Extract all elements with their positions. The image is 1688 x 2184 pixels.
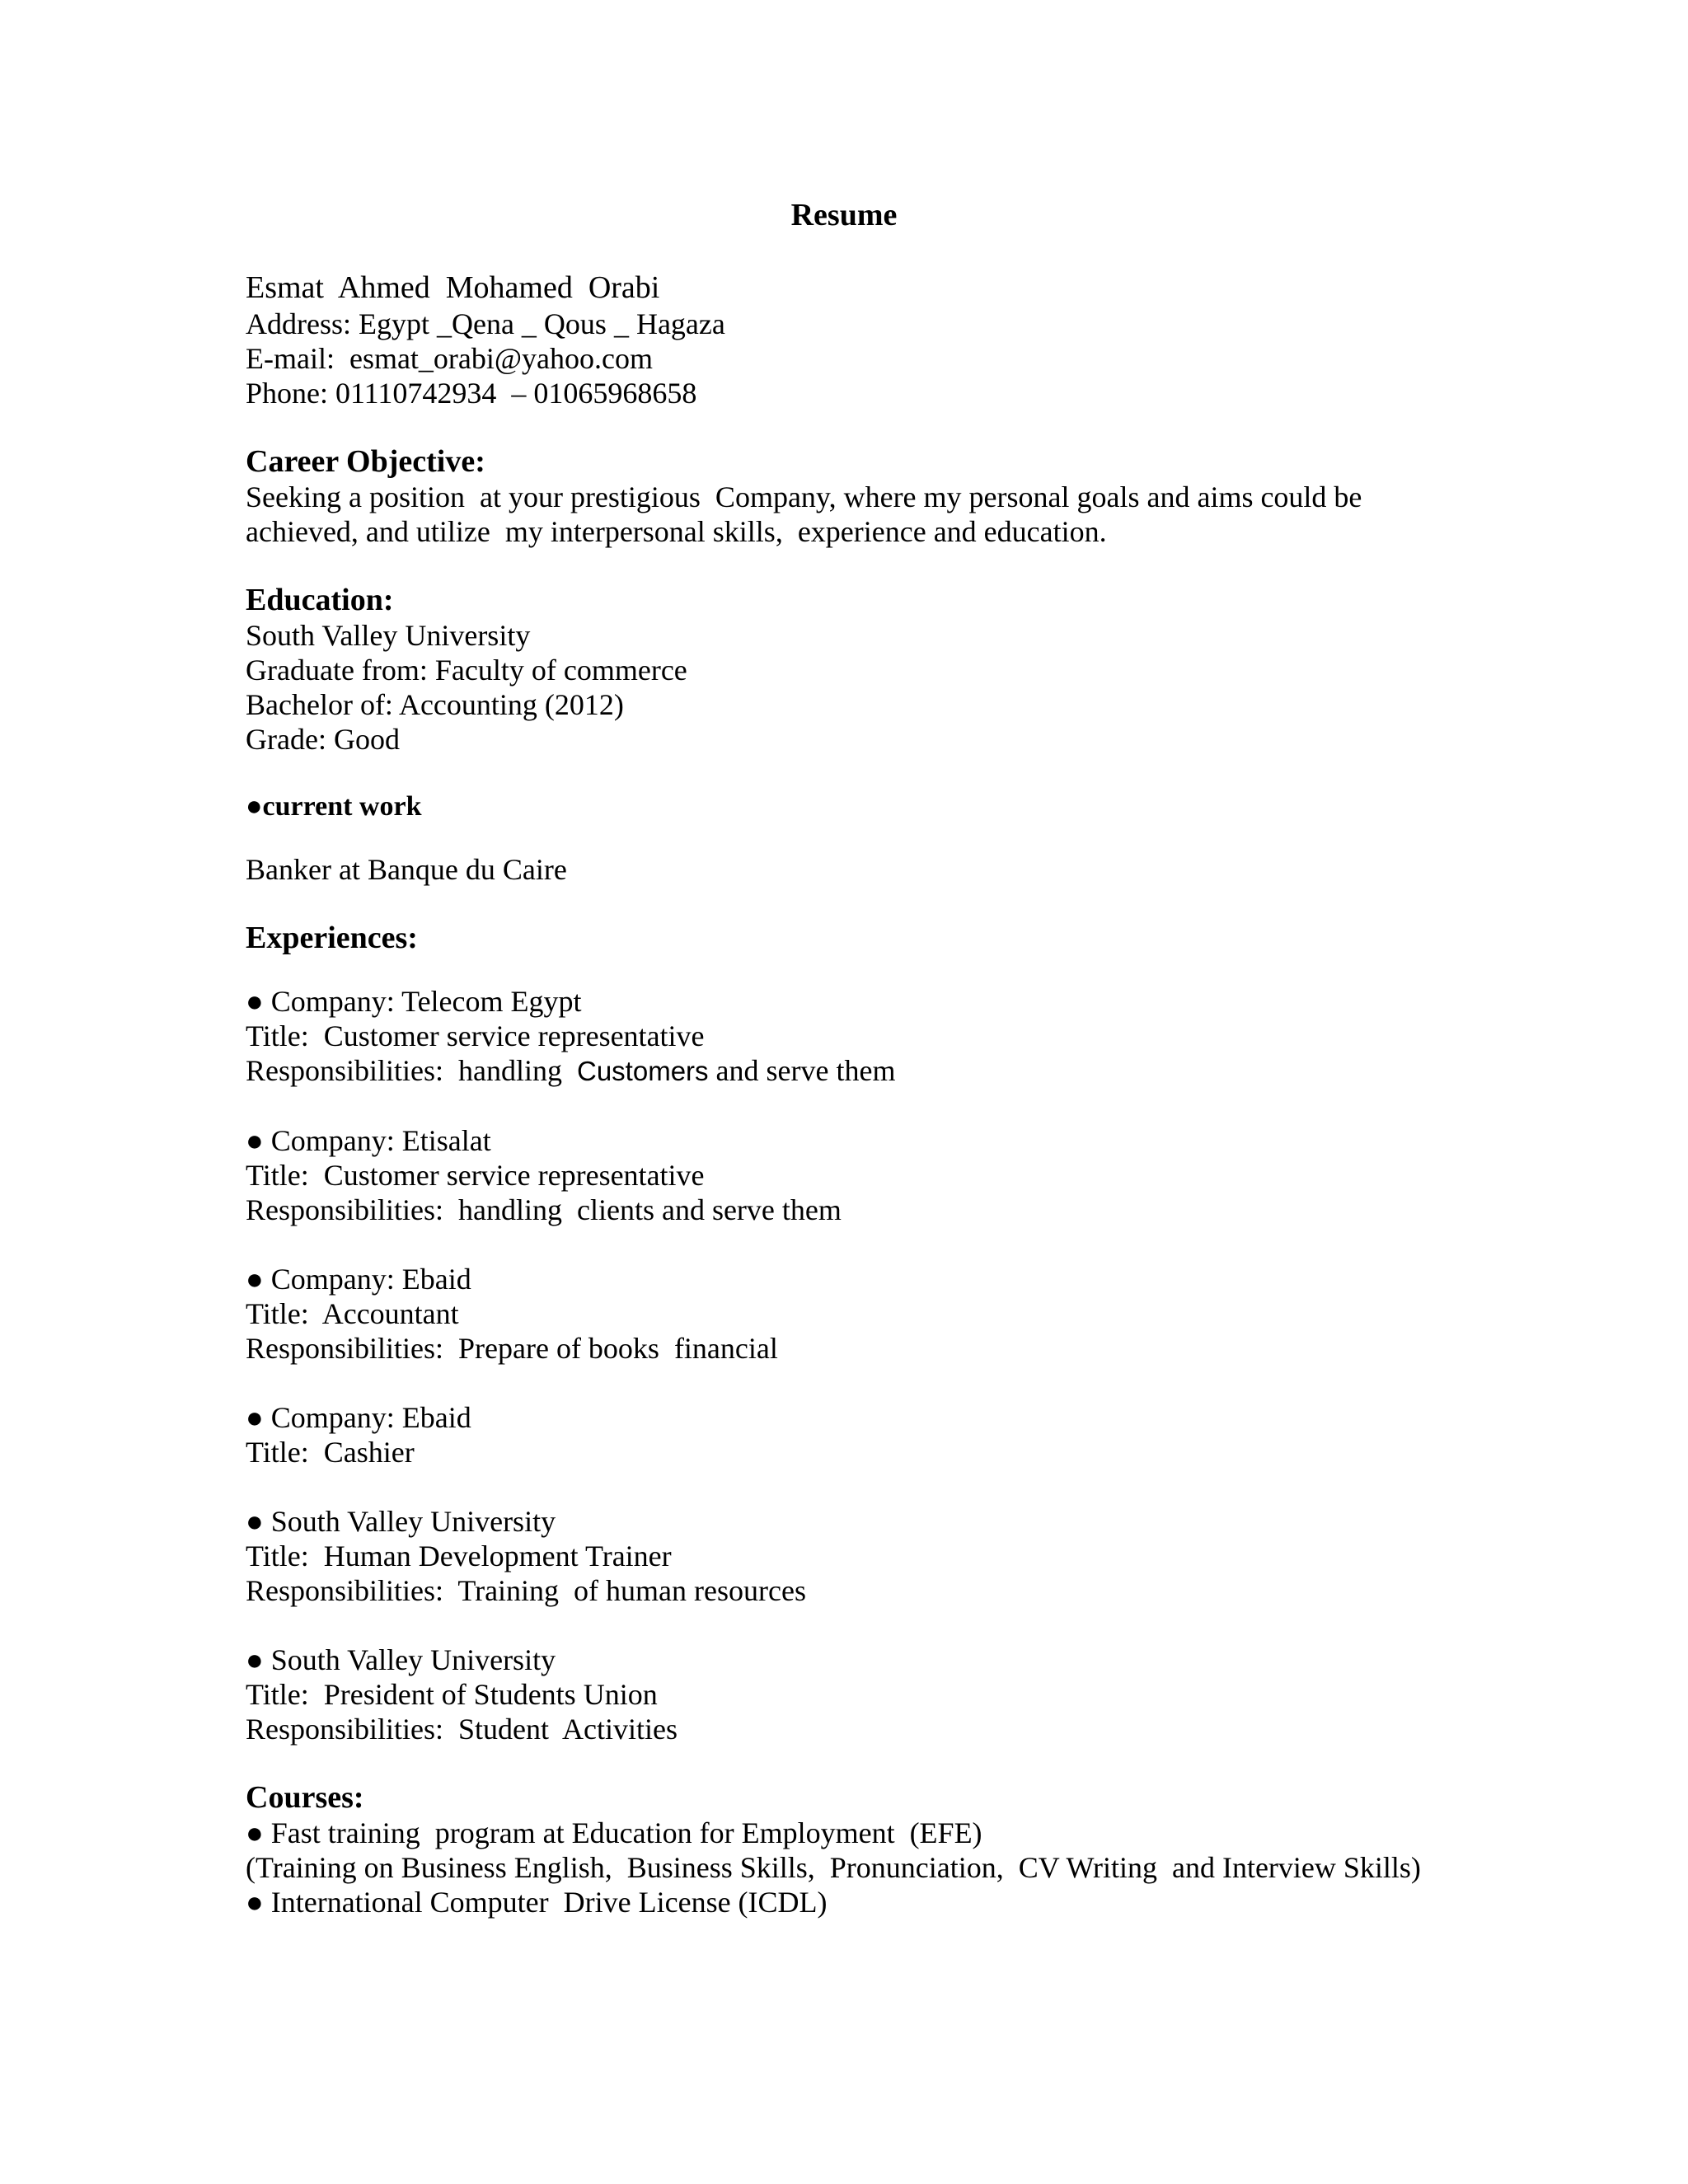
education-heading: Education: [246, 583, 394, 617]
course-line: ● Fast training program at Education for Employment (EFE) [246, 1816, 982, 1849]
experience-item [246, 984, 1531, 1089]
experience-responsibilities: Responsibilities: Student Activities [246, 1713, 678, 1746]
course-line: (Training on Business English, Business Skills, Pronunciation, CV Writing and Interview Skills) [246, 1851, 1421, 1884]
experience-responsibilities: Responsibilities: handling clients and serve them [246, 1193, 842, 1226]
education-line: Grade: Good [246, 723, 400, 756]
experiences-heading: Experiences: [246, 921, 418, 955]
experience-responsibilities: Responsibilities: Training of human resources [246, 1574, 806, 1607]
experience-company: ● Company: Etisalat [246, 1124, 491, 1157]
experience-item [246, 1262, 1531, 1366]
resume-content [246, 269, 1531, 1919]
experience-title: Title: Customer service representative [246, 1159, 705, 1192]
experience-title: Title: Accountant [246, 1297, 459, 1330]
career-objective-line: achieved, and utilize my interpersonal skills, experience and education. [246, 515, 1107, 548]
experience-title: Title: Human Development Trainer [246, 1540, 672, 1572]
current-work-heading: ●current work [246, 791, 422, 822]
experience-responsibilities: Responsibilities: Prepare of books financial [246, 1332, 778, 1365]
responsibilities-sans-word: Customers [577, 1056, 709, 1086]
experience-company: ● Company: Ebaid [246, 1401, 471, 1434]
experience-company: ● South Valley University [246, 1643, 556, 1676]
course-line: ● International Computer Drive License (ICDL) [246, 1886, 828, 1919]
current-work-text: Banker at Banque du Caire [246, 853, 567, 886]
experience-responsibilities [246, 1053, 1531, 1089]
career-objective-heading: Career Objective: [246, 444, 485, 479]
experience-company: ● South Valley University [246, 1505, 556, 1538]
document-title: Resume [790, 198, 898, 232]
experience-company: ● Company: Telecom Egypt [246, 985, 582, 1018]
email-line: E-mail: esmat_orabi@yahoo.com [246, 342, 654, 375]
responsibilities-prefix: Responsibilities: handling [246, 1054, 577, 1087]
experience-item [246, 1123, 1531, 1227]
experience-item [246, 1643, 1531, 1746]
education-line: South Valley University [246, 619, 531, 652]
experience-title: Title: President of Students Union [246, 1678, 658, 1711]
experience-title: Title: Customer service representative [246, 1019, 705, 1052]
candidate-name: Esmat Ahmed Mohamed Orabi [246, 270, 660, 305]
phone-line: Phone: 01110742934 – 01065968658 [246, 377, 697, 410]
experience-title: Title: Cashier [246, 1436, 415, 1469]
career-objective-line: Seeking a position at your prestigious Company, where my personal goals and aims could be [246, 480, 1362, 513]
responsibilities-suffix: and serve them [708, 1054, 896, 1087]
experience-company: ● Company: Ebaid [246, 1263, 471, 1296]
address-line: Address: Egypt _Qena _ Qous _ Hagaza [246, 307, 725, 340]
education-line: Graduate from: Faculty of commerce [246, 654, 687, 687]
experience-item [246, 1400, 1531, 1469]
courses-heading: Courses: [246, 1780, 364, 1815]
experience-item [246, 1504, 1531, 1608]
education-line: Bachelor of: Accounting (2012) [246, 688, 624, 721]
